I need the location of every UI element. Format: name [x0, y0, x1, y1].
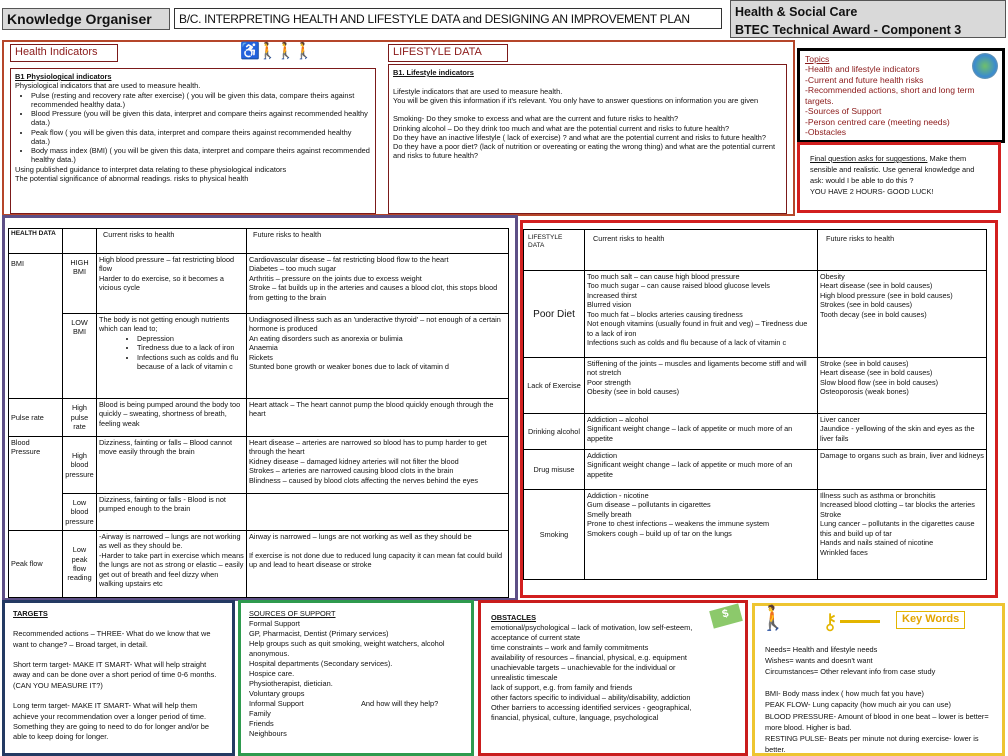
lifestyle-current: Stiffening of the joints – muscles and ligaments become stiff and will not stretch Poor strength Obesity (see in bold causes)	[585, 358, 818, 414]
row-pulse: Pulse rate	[9, 399, 63, 437]
money-icon: $	[709, 603, 743, 628]
row-bp: Blood Pressure	[9, 437, 63, 531]
high-bmi: HIGH BMI	[63, 254, 97, 314]
header-health-data: HEALTH DATA	[9, 229, 63, 254]
target-paragraph: Long term target- MAKE IT SMART- What will help them achieve your recommendation over a longer period of time. Something they are going to need to do for longer and/or be able to keep doing for longer.	[13, 701, 209, 742]
keyword-item: Wishes= wants and doesn't want	[765, 656, 873, 666]
support-item: Informal Support	[249, 698, 304, 708]
keyword-item	[765, 677, 992, 688]
low-bmi-future: Undiagnosed illness such as an 'underactive thyroid' – not enough of a certain hormone is produced An eating disorders such as anorexia or bulimia Anaemia Rickets Stunted bone growth or weaker bones due to lack of vitamin d	[247, 314, 509, 399]
obstacle-item: unachievable targets – unachievable for the individual or unrealistic timescale	[491, 662, 676, 682]
low-bmi-current	[97, 314, 247, 399]
obstacles-heading: OBSTACLES	[491, 613, 537, 622]
support-item: Voluntary groups	[249, 688, 305, 698]
high-bp: High blood pressure	[63, 437, 97, 494]
physiological-outro-1: Using published guidance to interpret data relating to these physiological indicators	[15, 164, 287, 174]
course-line-1: Health & Social Care	[735, 5, 858, 19]
final-question-box	[797, 142, 1001, 213]
low-bp-current: Dizziness, fainting or falls - Blood is not pumped enough to the brain	[97, 494, 247, 531]
table-row	[524, 271, 987, 358]
health-indicators-label: Health Indicators	[10, 44, 118, 62]
key-words-box	[752, 603, 1005, 756]
lifestyle-question: Smoking- Do they smoke to excess and what are the current and future risks to health?	[393, 114, 679, 124]
high-bp-future: Heart disease – arteries are narrowed so blood has to pump harder to get through the heart Kidney disease – damaged kidney arteries will not filter the blood Strokes – arteries are narrowed causing blood clots in the brain Blindness – caused by blood clots affecting the nerves behind the eyes	[247, 437, 509, 494]
low-bmi-bullet: • Infections such as colds and flu because of a lack of vitamin c	[137, 353, 244, 372]
target-paragraph: Short term target- MAKE IT SMART- What will help straight away and can be done over a short period of time 0-6 months. (CAN YOU MEASURE IT?)	[13, 660, 217, 690]
final-text: Make them sensible and realistic. Use general knowledge and ask: would I be able to do this ?	[810, 154, 975, 186]
lifestyle-data-table	[523, 229, 987, 580]
lifestyle-future: Liver cancer Jaundice - yellowing of the skin and eyes as the liver fails	[818, 414, 987, 450]
physiological-bullet: • Blood Pressure (you will be given this data, interpret and compare theirs against recommended healthy data.)	[31, 109, 371, 128]
obstacle-item: Other barriers to accessing identified services - geographical, financial, physical, culture, language, psychological	[491, 702, 692, 722]
topic-item: -Recommended actions, short and long term targets.	[805, 85, 975, 106]
low-peak-future: Airway is narrowed – lungs are not working as well as they should be If exercise is not done due to reduced lung capacity it can mean fat could build up and lead to heart disease or stroke	[247, 531, 509, 598]
lifestyle-question: Do they have an inactive lifestyle ( lack of exercise) ? and what are the potential current and risks to future health?	[393, 132, 767, 142]
lifestyle-name: Drinking alcohol	[524, 414, 585, 450]
high-pulse-future: Heart attack – The heart cannot pump the blood quickly enough through the heart	[247, 399, 509, 437]
support-item: Neighbours	[249, 728, 287, 738]
topic-item: -Person centred care (meeting needs)	[805, 116, 950, 127]
table-row	[524, 450, 987, 490]
low-bmi-bullet: • Depression	[137, 334, 244, 343]
keyword-item: RESTING PULSE- Beats per minute not during exercise- lower is better.	[765, 733, 979, 754]
support-item: Physiotherapist, dietician.	[249, 678, 333, 688]
lifestyle-future: Obesity Heart disease (see in bold causes) High blood pressure (see in bold causes) Strokes (see in bold causes) Tooth decay (see in bold causes)	[818, 271, 987, 358]
lifestyle-current: Addiction - nicotine Gum disease – pollutants in cigarettes Smelly breath Prone to chest infections – weakens the immune system Smokers cough – build up of tar on the lungs	[585, 490, 818, 580]
header-lifestyle-data: LIFESTYLE DATA	[524, 230, 585, 271]
row-peak-flow: Peak flow	[9, 531, 63, 598]
lifestyle-question: Do they have a poor diet? (lack of nutrition or overeating or eating the wrong thing) and what are the potential current and risks to future health?	[393, 142, 776, 161]
physiological-bullet: • Peak flow ( you will be given this data, interpret and compare theirs against recommended healthy data.)	[31, 128, 371, 147]
keyword-item: PEAK FLOW- Lung capacity (how much air you can use)	[765, 700, 951, 710]
header-current: Current risks to health	[97, 229, 247, 254]
low-bmi-intro: The body is not getting enough nutrients which can lead to;	[99, 315, 230, 334]
final-heading: Final question asks for suggestions.	[810, 154, 928, 163]
lifestyle-heading: B1. Lifestyle indicators	[393, 68, 474, 77]
table-row	[524, 414, 987, 450]
lifestyle-data-label: LIFESTYLE DATA	[388, 44, 508, 62]
keyword-item: BLOOD PRESSURE- Amount of blood in one beat – lower is better= more blood. Higher is bad.	[765, 711, 989, 732]
page-title: B/C. INTERPRETING HEALTH AND LIFESTYLE DATA and DESIGNING AN IMPROVEMENT PLAN	[174, 8, 722, 29]
keyword-item: Circumstances= Other relevant info from case study	[765, 667, 936, 677]
header-blank	[63, 229, 97, 254]
final-closing: YOU HAVE 2 HOURS- GOOD LUCK!	[810, 187, 934, 197]
physiological-intro: Physiological indicators that are used to measure health.	[15, 81, 201, 91]
physiological-indicators-box	[10, 68, 376, 214]
low-peak: Low peak flow reading	[63, 531, 97, 598]
topic-item: -Current and future health risks	[805, 74, 924, 85]
targets-heading: TARGETS	[13, 609, 48, 618]
health-data-table	[8, 228, 509, 598]
lifestyle-name: Poor Diet	[524, 271, 585, 358]
support-item: Friends	[249, 718, 274, 728]
row-bmi: BMI	[9, 254, 63, 399]
support-item: GP, Pharmacist, Dentist (Primary services)	[249, 628, 389, 638]
keyword-item: Needs= Health and lifestyle needs	[765, 645, 878, 654]
low-bp-future	[247, 494, 509, 531]
low-peak-current: -Airway is narrowed – lungs are not working as well as they should be. -Harder to take part in exercise which means the lungs are not as strong or elastic – easily get out of breath and feel dizzy when walking upstairs etc	[97, 531, 247, 598]
support-item: Family	[249, 708, 271, 718]
lifestyle-question: Drinking alcohol – Do they drink too much and what are the potential current and risks to future health?	[393, 123, 730, 133]
lifestyle-name: Drug misuse	[524, 450, 585, 490]
sources-of-support-box	[238, 600, 474, 756]
high-pulse: High pulse rate	[63, 399, 97, 437]
header-future: Future risks to health	[247, 229, 509, 254]
low-bmi: LOW BMI	[63, 314, 97, 399]
key-words-label: Key Words	[896, 611, 965, 629]
physiological-bullet: • Body mass index (BMI) ( you will be given this data, interpret and compare theirs against recommended healthy data.)	[31, 146, 371, 165]
table-row	[524, 358, 987, 414]
obstacle-item: time constraints – work and family commitments	[491, 642, 649, 652]
lifestyle-current: Addiction Significant weight change – lack of appetite or much more of an appetite	[585, 450, 818, 490]
target-paragraph: Recommended actions – THREE- What do we know that we want to change? – Broad target, in detail.	[13, 629, 211, 649]
sources-heading: SOURCES OF SUPPORT	[249, 609, 336, 618]
physiological-list	[31, 91, 371, 165]
lifestyle-line: Lifestyle indicators that are used to measure health.	[393, 86, 563, 96]
course-line-2: BTEC Technical Award - Component 3	[735, 23, 962, 38]
key-icon: ⚷	[822, 609, 839, 634]
course-box	[730, 0, 1006, 38]
physiological-outro-2: The potential significance of abnormal readings. risks to physical health	[15, 173, 249, 183]
topic-item: -Obstacles	[805, 127, 847, 138]
obstacles-box	[478, 600, 748, 756]
support-item: Help groups such as quit smoking, weight watchers, alcohol anonymous.	[249, 638, 445, 658]
keyword-item: BMI- Body mass index ( how much fat you have)	[765, 689, 924, 699]
lifestyle-name: Lack of Exercise	[524, 358, 585, 414]
knowledge-organiser-label: Knowledge Organiser	[2, 8, 170, 30]
lifestyle-future: Damage to organs such as brain, liver and kidneys	[818, 450, 987, 490]
obstacle-item: availability of resources – financial, physical, e.g. equipment	[491, 652, 687, 662]
header-future: Future risks to health	[818, 230, 987, 271]
sources-note: And how will they help?	[361, 699, 439, 708]
obstacle-item: emotional/psychological – lack of motivation, low self-esteem, acceptance of current state	[491, 622, 693, 642]
targets-box	[2, 600, 235, 756]
support-item: Hospice care.	[249, 668, 295, 678]
businessman-icon: 🚶	[758, 605, 788, 632]
low-bp: Low blood pressure	[63, 494, 97, 531]
obstacle-item: lack of support, e.g. from family and friends	[491, 682, 633, 692]
physiological-heading: B1 Physiological indicators	[15, 72, 112, 81]
table-row	[524, 490, 987, 580]
lifestyle-future: Illness such as asthma or bronchitis Increased blood clotting – tar blocks the arteries Stroke Lung cancer – pollutants in the cigarettes cause this and build up of tar Hands and nails stained of nicotine Wrinkled faces	[818, 490, 987, 580]
high-pulse-current: Blood is being pumped around the body too quickly – sweating, shortness of breath, feeling weak	[97, 399, 247, 437]
topic-item: -Sources of Support	[805, 106, 882, 117]
high-bp-current: Dizziness, fainting or falls – Blood cannot move easily through the brain	[97, 437, 247, 494]
lifestyle-name: Smoking	[524, 490, 585, 580]
support-item: Formal Support	[249, 618, 300, 628]
topics-heading: Topics	[805, 54, 830, 64]
low-bmi-bullet: • Tiredness due to a lack of iron	[137, 343, 244, 352]
lifestyle-line: You will be given this information if it's relevant. You only have to answer questions on information you are given	[393, 95, 759, 105]
obstacle-item: other factors specific to individual – ability/disability, addiction	[491, 692, 691, 702]
lifestyle-current: Too much salt – can cause high blood pressure Too much sugar – can cause raised blood glucose levels Increased thirst Blurred vision Too much fat – blocks arteries causing tiredness Not enough vitamins (usually found in fruit and veg) – Tiredness due to a lack of iron Infections such as colds and flu because of a lack of vitamin c	[585, 271, 818, 358]
high-bmi-future: Cardiovascular disease – fat restricting blood flow to the heart Diabetes – too much sugar Arthritis – pressure on the joints due to excess weight Stroke – fat builds up in the arteries and causes a blood clot, this stops blood from getting to the brain	[247, 254, 509, 314]
high-bmi-current: High blood pressure – fat restricting blood flow Harder to do exercise, so it becomes a vicious cycle	[97, 254, 247, 314]
topic-item: -Health and lifestyle indicators	[805, 64, 920, 75]
lifestyle-future: Stroke (see in bold causes) Heart disease (see in bold causes) Slow blood flow (see in bold causes) Osteoporosis (weak bones)	[818, 358, 987, 414]
physiological-bullet: • Pulse (resting and recovery rate after exercise) ( you will be given this data, compare theirs against recommended healthy data.)	[31, 91, 371, 110]
key-shaft-icon	[840, 620, 880, 623]
support-item: Hospital departments (Secondary services).	[249, 658, 393, 668]
header-current: Current risks to health	[585, 230, 818, 271]
lifestyle-current: Addiction – alcohol Significant weight change – lack of appetite or much more of an appetite	[585, 414, 818, 450]
people-icon: ♿🚶🚶🚶	[240, 43, 312, 60]
lifestyle-indicators-box	[388, 64, 787, 214]
topics-box	[797, 48, 1005, 143]
